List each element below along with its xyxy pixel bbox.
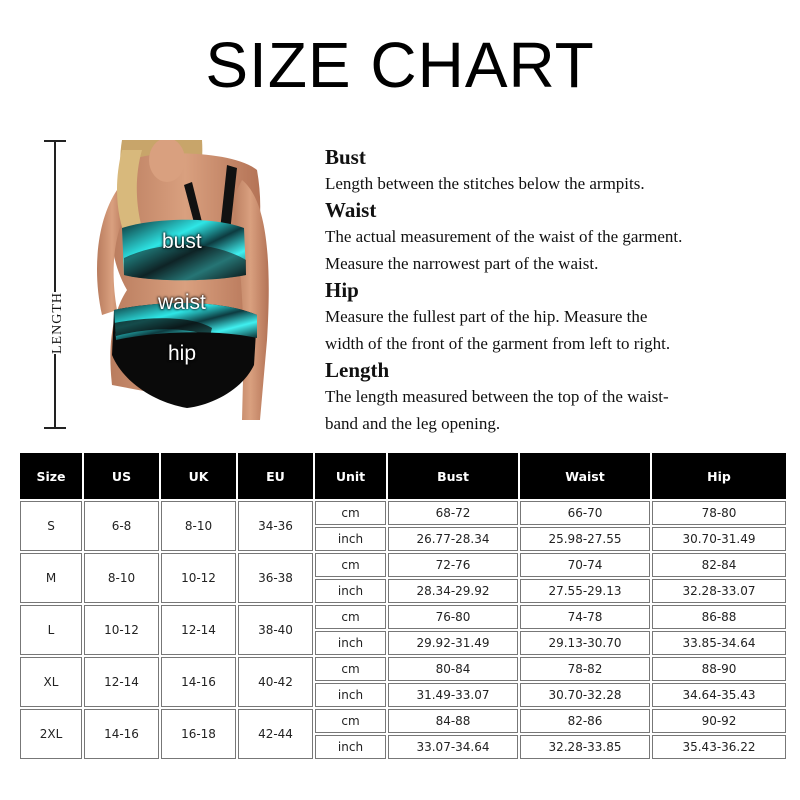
size-cell: S (20, 501, 82, 551)
column-header: Size (20, 453, 82, 499)
description-heading: Waist (325, 198, 377, 222)
table-row (20, 605, 786, 629)
unit-cell: cm (315, 553, 386, 577)
hip-cell: 34.64-35.43 (652, 683, 786, 707)
size-cell: 2XL (20, 709, 82, 759)
us-size-cell: 10-12 (84, 605, 159, 655)
size-table (18, 451, 788, 761)
description-heading: Bust (325, 145, 366, 169)
description-text: Length between the stitches below the armpits. (325, 174, 645, 193)
unit-cell: cm (315, 709, 386, 733)
table-row (20, 709, 786, 733)
hip-cell: 32.28-33.07 (652, 579, 786, 603)
bust-cell: 33.07-34.64 (388, 735, 518, 759)
eu-size-cell: 38-40 (238, 605, 313, 655)
hip-cell: 33.85-34.64 (652, 631, 786, 655)
ruler-cap-bottom (44, 427, 66, 429)
table-row (20, 553, 786, 577)
waist-cell: 70-74 (520, 553, 650, 577)
eu-size-cell: 40-42 (238, 657, 313, 707)
hip-cell: 90-92 (652, 709, 786, 733)
table-row (20, 657, 786, 681)
size-cell: M (20, 553, 82, 603)
unit-cell: inch (315, 735, 386, 759)
eu-size-cell: 42-44 (238, 709, 313, 759)
description-text: width of the front of the garment from left to right. (325, 334, 671, 353)
model-illustration (92, 140, 288, 430)
column-header: Hip (652, 453, 786, 499)
column-header: UK (161, 453, 236, 499)
description-heading: Hip (325, 278, 359, 302)
description-heading: Length (325, 358, 390, 382)
waist-cell: 78-82 (520, 657, 650, 681)
bust-cell: 26.77-28.34 (388, 527, 518, 551)
uk-size-cell: 10-12 (161, 553, 236, 603)
hip-cell: 82-84 (652, 553, 786, 577)
waist-cell: 29.13-30.70 (520, 631, 650, 655)
column-header: Unit (315, 453, 386, 499)
table-body (20, 501, 786, 759)
hip-cell: 35.43-36.22 (652, 735, 786, 759)
unit-cell: cm (315, 501, 386, 525)
column-header: Waist (520, 453, 650, 499)
size-cell: L (20, 605, 82, 655)
description-text: The length measured between the top of the waist- (325, 387, 669, 406)
unit-cell: inch (315, 527, 386, 551)
waist-cell: 82-86 (520, 709, 650, 733)
hip-cell: 88-90 (652, 657, 786, 681)
ruler-label: LENGTH (46, 292, 70, 354)
hip-cell: 78-80 (652, 501, 786, 525)
waist-cell: 25.98-27.55 (520, 527, 650, 551)
waist-cell: 66-70 (520, 501, 650, 525)
eu-size-cell: 34-36 (238, 501, 313, 551)
column-header: US (84, 453, 159, 499)
size-cell: XL (20, 657, 82, 707)
bust-cell: 76-80 (388, 605, 518, 629)
bust-cell: 84-88 (388, 709, 518, 733)
bust-label: bust (162, 230, 202, 253)
unit-cell: inch (315, 579, 386, 603)
hip-cell: 30.70-31.49 (652, 527, 786, 551)
uk-size-cell: 16-18 (161, 709, 236, 759)
eu-size-cell: 36-38 (238, 553, 313, 603)
ruler-cap-top (44, 140, 66, 142)
uk-size-cell: 8-10 (161, 501, 236, 551)
us-size-cell: 6-8 (84, 501, 159, 551)
waist-cell: 27.55-29.13 (520, 579, 650, 603)
waist-cell: 30.70-32.28 (520, 683, 650, 707)
description-text: band and the leg opening. (325, 414, 501, 433)
model-figure-icon (92, 140, 288, 430)
bust-cell: 28.34-29.92 (388, 579, 518, 603)
uk-size-cell: 14-16 (161, 657, 236, 707)
waist-label: waist (158, 291, 206, 314)
us-size-cell: 14-16 (84, 709, 159, 759)
us-size-cell: 12-14 (84, 657, 159, 707)
description-text: Measure the narrowest part of the waist. (325, 254, 599, 273)
ruler-line (54, 140, 56, 428)
unit-cell: cm (315, 605, 386, 629)
unit-cell: cm (315, 657, 386, 681)
bust-cell: 31.49-33.07 (388, 683, 518, 707)
column-header: Bust (388, 453, 518, 499)
uk-size-cell: 12-14 (161, 605, 236, 655)
measurement-descriptions (325, 144, 785, 437)
table-header-row (20, 453, 786, 499)
page-title: SIZE CHART (205, 29, 595, 101)
table-row (20, 501, 786, 525)
bust-cell: 72-76 (388, 553, 518, 577)
bust-cell: 80-84 (388, 657, 518, 681)
waist-cell: 74-78 (520, 605, 650, 629)
description-text: Measure the fullest part of the hip. Measure the (325, 307, 648, 326)
column-header: EU (238, 453, 313, 499)
unit-cell: inch (315, 683, 386, 707)
hip-cell: 86-88 (652, 605, 786, 629)
bust-cell: 68-72 (388, 501, 518, 525)
bust-cell: 29.92-31.49 (388, 631, 518, 655)
waist-cell: 32.28-33.85 (520, 735, 650, 759)
us-size-cell: 8-10 (84, 553, 159, 603)
description-text: The actual measurement of the waist of the garment. (325, 227, 683, 246)
unit-cell: inch (315, 631, 386, 655)
hip-label: hip (168, 342, 197, 365)
length-ruler (40, 140, 70, 430)
